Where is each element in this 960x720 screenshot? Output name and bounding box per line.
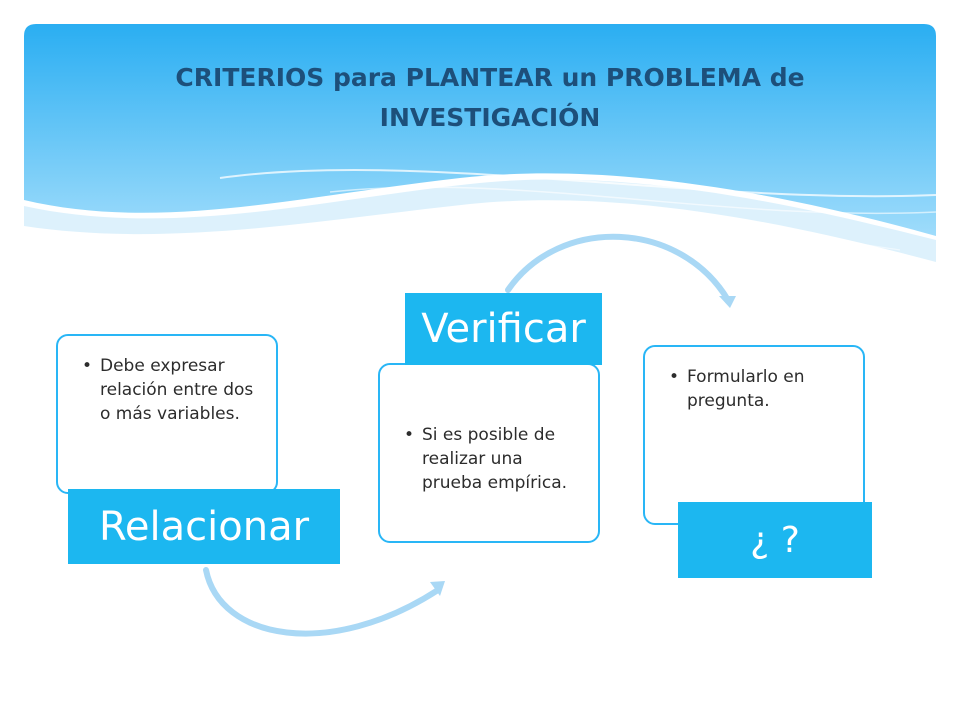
step-3-bullet: • Formularlo en pregunta. (665, 365, 853, 413)
page-title: CRITERIOS para PLANTEAR un PROBLEMA de INVESTIGACIÓN (175, 63, 805, 132)
step-2-card (378, 363, 600, 543)
step-3-label: ¿ ? (678, 502, 872, 578)
connector-arrow-1 (206, 570, 438, 634)
arrowhead-2 (719, 296, 736, 308)
step-2-bullet: • Si es posible de realizar una prueba empírica. (400, 423, 588, 495)
step-2-label: Verificar (405, 293, 602, 365)
connector-arrow-2 (508, 237, 728, 300)
step-3-card (643, 345, 865, 525)
step-1-label: Relacionar (68, 489, 340, 564)
step-1-bullet: • Debe expresar relación entre dos o más variables. (78, 354, 264, 426)
step-1-card (56, 334, 278, 494)
